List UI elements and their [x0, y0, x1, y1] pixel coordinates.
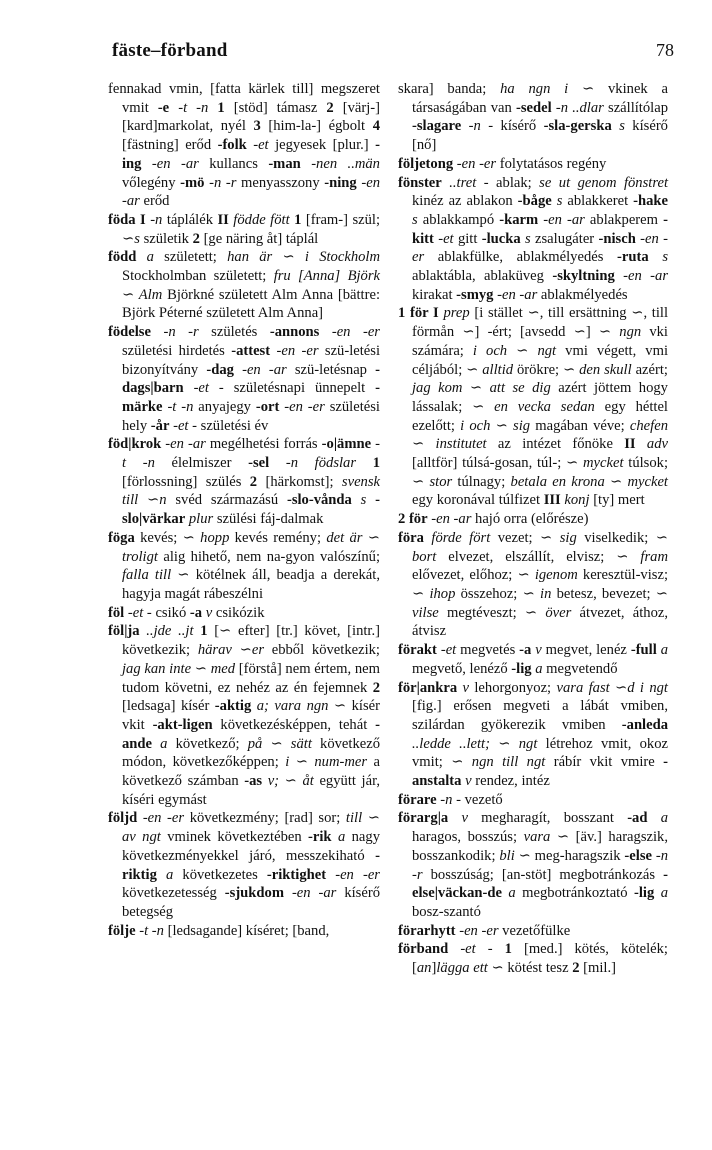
dictionary-entry: födelse -n -r születés -annons -en -er születési hirdetés -attest -en -er szü-letési bizonyítvány -dag -en -ar szü-letésnap -dags|barn -et - születésnapi ünnepelt -märke -t -n anyajegy -ort -en -er születési hely -år -et - születési év: [108, 324, 380, 434]
dictionary-entry: följd -en -er következmény; [rad] sor; till ∽ av ngt vminek következtében -rik a nagy következményekkel járó, messzekiható -riktig a következetes -riktighet -en -er következetesség -sjukdom -en -ar kísérő betegség: [108, 810, 380, 920]
page-number: 78: [656, 40, 674, 60]
dictionary-entry: för|ankra v lehorgonyoz; vara fast ∽d i ngt [fig.] erősen megveti a lábát vmiben, szilárdan gyökerezik vmiben -anleda ..ledde ..lett; ∽ ngt létrehoz vmit, okoz vmit; ∽ ngn till ngt rábír vkit vmire -anstalta v rendez, intéz: [398, 679, 669, 790]
page-header: [112, 40, 674, 70]
dictionary-entry: föl|ja ..jde ..jt 1 [∽ efter] [tr.] követ, [intr.] következik; härav ∽er ebből következik; jag kan inte ∽ med [förstå] nem értem, nem tudom követni, ez nehéz az én fejemnek 2 [ledsaga] kísér -aktig a; vara ngn ∽ kísér vkit -akt-ligen következésképpen, tehát -ande a következő; på ∽ sätt következő módon, következőképpen; i ∽ num-mer a következő számban -as v; ∽ åt együtt jár, kíséri egymást: [108, 623, 380, 808]
dictionary-entry: föl -et - csikó -a v csikózik: [108, 604, 265, 621]
dictionary-entry: förakt -et megvetés -a v megvet, lenéz -full a megvető, lenéző -lig a megvetendő: [398, 642, 668, 677]
dictionary-entry: följetong -en -er folytatásos regény: [398, 155, 607, 172]
dictionary-entry: föda I -n táplálék II födde fött 1 [fram-] szül; ∽s születik 2 [ge näring åt] táplál: [108, 211, 381, 247]
dictionary-entry: följe -t -n [ledsagande] kíséret; [band,: [108, 922, 330, 939]
dictionary-entry: förband -et - 1 [med.] kötés, kötelék; [an]lägga ett ∽ kötést tesz 2 [mil.]: [398, 941, 668, 977]
dictionary-entry: förarg|a v megharagít, bosszant -ad a haragos, bosszús; vara ∽ [äv.] haragszik, bosszankodik; bli ∽ meg-haragszik -else -n -r bosszúság; [an-stöt] megbotránkozás -else|väckan-de a megbotránkoztató -lig a bosz-szantó: [398, 810, 668, 920]
dictionary-entry: förarhytt -en -er vezetőfülke: [398, 922, 571, 939]
dictionary-entry: född a született; han är ∽ i Stockholm Stockholmban született; fru [Anna] Björk ∽ Alm Björkné született Alm Anna [bättre: Björk Péterné született Alm Anna]: [108, 249, 381, 322]
dictionary-entry: föga kevés; ∽ hopp kevés remény; det är ∽ troligt alig hihető, nem na-gyon valószínű; falla till ∽ kötélnek áll, beadja a derekát, hagyja magát rábeszélni: [108, 529, 380, 602]
dictionary-entry: skara] banda; ha ngn i ∽ vkinek a társaságában van -sedel -n ..dlar szállítólap -slagare -n - kísérő -sla-gerska s kísérő [nő]: [398, 81, 668, 154]
dictionary-entry: föd|krok -en -ar megélhetési forrás -o|ämne -t -n élelmiszer -sel -n födslar 1 [förlossning] szülés 2 [härkomst]; svensk till ∽n svéd származású -slo-vånda s -slo|värkar plur szülési fáj-dalmak: [108, 436, 381, 528]
dictionary-entry: 2 för -en -ar hajó orra (előrésze): [398, 511, 589, 528]
dictionary-entry: föra förde fört vezet; ∽ sig viselkedik; ∽ bort elvezet, elszállít, elvisz; ∽ fram elővezet, előhoz; ∽ igenom keresztül-visz; ∽ ihop összehoz; ∽ in betesz, bevezet; ∽ vilse megtéveszt; ∽ över átvezet, áthoz, átvisz: [398, 529, 669, 640]
left-column: [108, 80, 380, 940]
dictionary-entry: fennakad vmin, [fatta kärlek till] megszeret vmit -e -t -n 1 [stöd] támasz 2 [värj-] [kard]markolat, nyél 3 [him-la-] égbolt 4 [fästning] erőd -folk -et jegyesek [plur.] -ing -en -ar kullancs -man -nen ..män vőlegény -mö -n -r menyasszony -ning -en -ar erőd: [108, 81, 380, 210]
dictionary-entry: förare -n - vezető: [398, 791, 503, 808]
dictionary-entry: 1 för I prep [i stället ∽, till ersättning ∽, till förmån ∽] -ért; [avsedd ∽] ∽ ngn vki számára; i och ∽ ngt vmi végett, vmi céljából; ∽ alltid örökre; ∽ den skull azért; jag kom ∽ att se dig azért jöttem hogy lássalak; ∽ en vecka sedan egy héttel ezelőtt; i och ∽ sig magában véve; chefen ∽ institutet az intézet főnöke II adv [alltför] túlsá-gosan, túl-; ∽ mycket túlsok; ∽ stor túlnagy; betala en krona ∽ mycket egy koronával túlfizet III konj [ty] mert: [398, 305, 669, 509]
right-column: [398, 80, 668, 978]
dictionary-entry: fönster ..tret - ablak; se ut genom fönstret kinéz az ablakon -båge s ablakkeret -hake s ablakkampó -karm -en -ar ablakperem -kitt -et gitt -lucka s zsalugáter -nisch -en -er ablakfülke, ablakmélyedés -ruta s ablaktábla, ablaküveg -skyltning -en -ar kirakat -smyg -en -ar ablakmélyedés: [398, 174, 669, 303]
running-head: fäste–förband: [112, 40, 228, 61]
